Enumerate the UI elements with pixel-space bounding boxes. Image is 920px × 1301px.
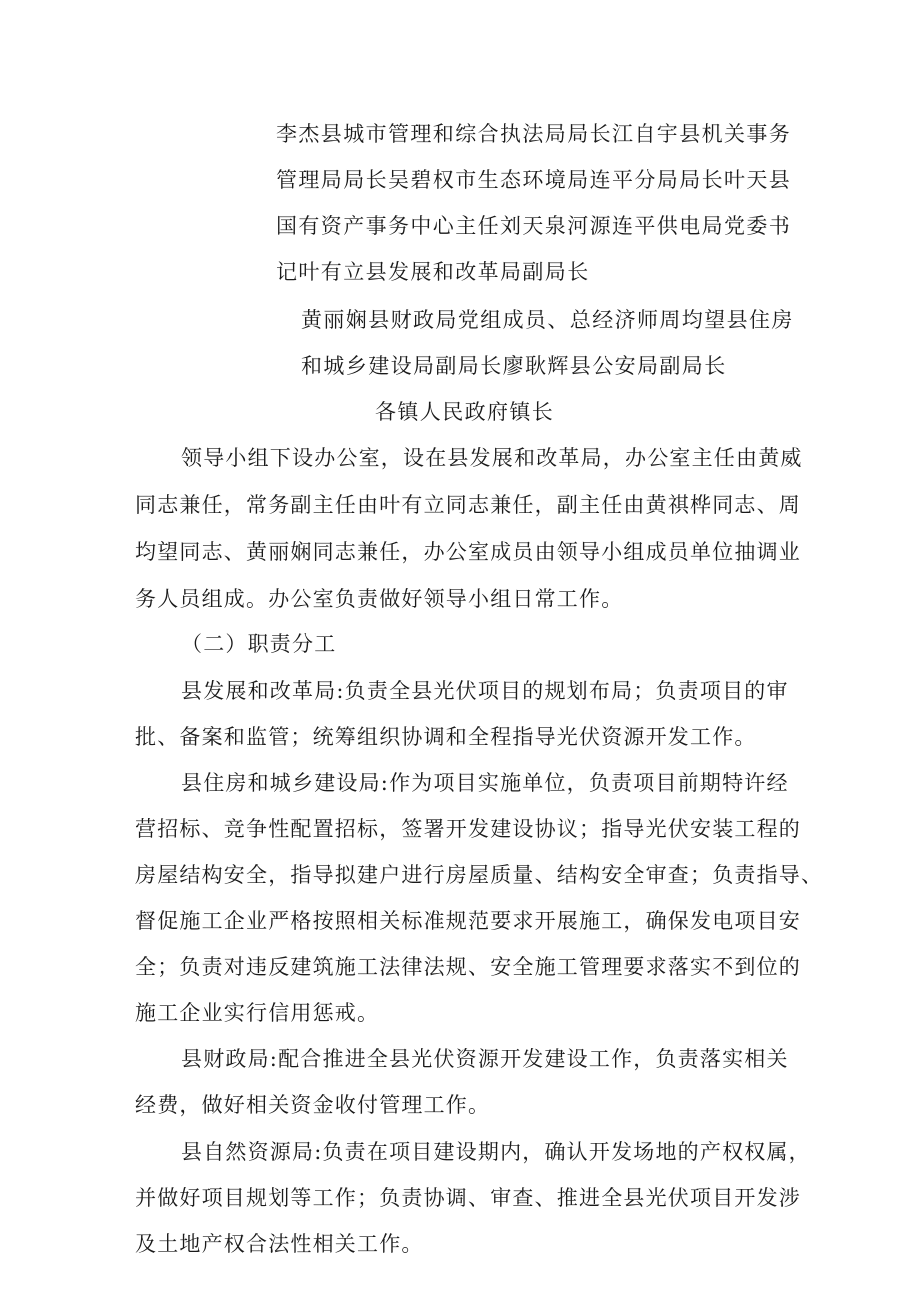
member-line: 记叶有立县发展和改革局副局长: [276, 260, 590, 284]
paragraph-line: 房屋结构安全，指导拟建户进行房屋质量、结构安全审查；负责指导、: [135, 863, 824, 887]
paragraph-line: 督促施工企业严格按照相关标准规范要求开展施工，确保发电项目安: [135, 909, 801, 933]
paragraph-line: 县发展和改革局:负责全县光伏项目的规划布局；负责项目的审: [181, 679, 789, 703]
paragraph-line: 全；负责对违反建筑施工法律法规、安全施工管理要求落实不到位的: [135, 955, 801, 979]
paragraph-line: 营招标、竞争性配置招标，签署开发建设协议；指导光伏安装工程的: [135, 817, 801, 841]
paragraph-line: 施工企业实行信用惩戒。: [135, 1001, 380, 1025]
paragraph-line: 县住房和城乡建设局:作为项目实施单位，负责项目前期特许经: [181, 771, 789, 795]
paragraph-line: 批、备案和监管；统筹组织协调和全程指导光伏资源开发工作。: [135, 725, 757, 749]
paragraph-line: 领导小组下设办公室，设在县发展和改革局，办公室主任由黄威: [181, 446, 803, 470]
paragraph-line: 并做好项目规划等工作；负责协调、审查、推进全县光伏项目开发涉: [135, 1186, 801, 1210]
member-line: 黄丽娴县财政局党组成员、总经济师周均望县住房: [301, 308, 794, 332]
paragraph-line: 及土地产权合法性相关工作。: [135, 1232, 424, 1256]
paragraph-line: 均望同志、黄丽娴同志兼任，办公室成员由领导小组成员单位抽调业: [135, 540, 801, 564]
member-line: 管理局局长吴碧权市生态环境局连平分局局长叶天县: [276, 168, 792, 192]
member-line: 和城乡建设局副局长廖耿辉县公安局副局长: [301, 354, 727, 378]
paragraph-line: 同志兼任，常务副主任由叶有立同志兼任，副主任由黄祺桦同志、周: [135, 493, 801, 517]
section-heading: （二）职责分工: [181, 632, 337, 656]
paragraph-line: 务人员组成。办公室负责做好领导小组日常工作。: [135, 587, 624, 611]
member-line: 国有资产事务中心主任刘天泉河源连平供电局党委书: [276, 214, 792, 238]
paragraph-line: 县自然资源局:负责在项目建设期内，确认开发场地的产权权属，: [181, 1140, 811, 1164]
member-line: 各镇人民政府镇长: [375, 400, 555, 424]
paragraph-line: 经费，做好相关资金收付管理工作。: [135, 1093, 491, 1117]
member-line: 李杰县城市管理和综合执法局局长江自宇县机关事务: [276, 122, 792, 146]
paragraph-line: 县财政局:配合推进全县光伏资源开发建设工作，负责落实相关: [181, 1047, 789, 1071]
